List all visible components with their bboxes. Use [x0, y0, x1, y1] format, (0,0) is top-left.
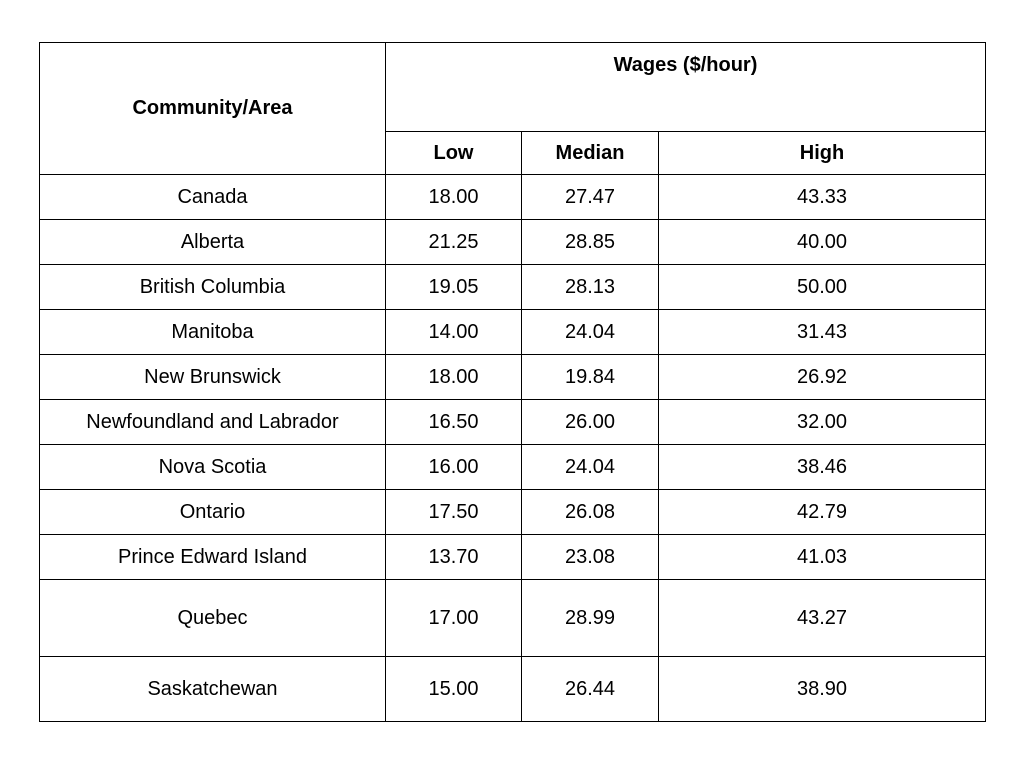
cell-area: Nova Scotia: [40, 445, 386, 490]
table-row: [40, 535, 986, 580]
header-community-area: Community/Area: [40, 43, 386, 175]
table-row: [40, 355, 986, 400]
cell-area: Canada: [40, 175, 386, 220]
cell-low: 16.50: [386, 400, 522, 445]
cell-median: 23.08: [522, 535, 659, 580]
header-wages-label: Wages ($/hour): [613, 53, 758, 76]
table-header: [40, 43, 986, 175]
cell-low: 19.05: [386, 265, 522, 310]
cell-area: Saskatchewan: [40, 657, 386, 722]
cell-low: 17.50: [386, 490, 522, 535]
cell-low: 15.00: [386, 657, 522, 722]
header-row-top: [40, 43, 986, 132]
cell-high: 41.03: [659, 535, 986, 580]
table-row: [40, 175, 986, 220]
header-high: High: [659, 132, 986, 175]
cell-area: Newfoundland and Labrador: [40, 400, 386, 445]
header-wages-group: [386, 43, 986, 132]
cell-high: 42.79: [659, 490, 986, 535]
cell-median: 24.04: [522, 310, 659, 355]
cell-area: Alberta: [40, 220, 386, 265]
cell-median: 19.84: [522, 355, 659, 400]
cell-low: 16.00: [386, 445, 522, 490]
cell-area: Prince Edward Island: [40, 535, 386, 580]
cell-median: 27.47: [522, 175, 659, 220]
wages-table: [39, 42, 986, 722]
cell-area: New Brunswick: [40, 355, 386, 400]
table-row: [40, 657, 986, 722]
cell-area: Ontario: [40, 490, 386, 535]
cell-area: Quebec: [40, 580, 386, 657]
header-median: Median: [522, 132, 659, 175]
cell-median: 26.00: [522, 400, 659, 445]
cell-median: 26.08: [522, 490, 659, 535]
cell-low: 14.00: [386, 310, 522, 355]
cell-low: 13.70: [386, 535, 522, 580]
cell-low: 18.00: [386, 175, 522, 220]
cell-median: 28.13: [522, 265, 659, 310]
cell-low: 17.00: [386, 580, 522, 657]
table-row: [40, 445, 986, 490]
table-row: [40, 580, 986, 657]
table-row: [40, 220, 986, 265]
cell-high: 26.92: [659, 355, 986, 400]
table-row: [40, 265, 986, 310]
cell-area: British Columbia: [40, 265, 386, 310]
table-row: [40, 490, 986, 535]
cell-median: 28.85: [522, 220, 659, 265]
cell-median: 26.44: [522, 657, 659, 722]
cell-high: 43.27: [659, 580, 986, 657]
table-row: [40, 310, 986, 355]
cell-high: 50.00: [659, 265, 986, 310]
cell-area: Manitoba: [40, 310, 386, 355]
cell-high: 32.00: [659, 400, 986, 445]
cell-median: 24.04: [522, 445, 659, 490]
cell-high: 43.33: [659, 175, 986, 220]
cell-high: 40.00: [659, 220, 986, 265]
cell-high: 38.90: [659, 657, 986, 722]
cell-low: 18.00: [386, 355, 522, 400]
cell-median: 28.99: [522, 580, 659, 657]
cell-high: 31.43: [659, 310, 986, 355]
table-row: [40, 400, 986, 445]
table-body: [40, 175, 986, 722]
cell-low: 21.25: [386, 220, 522, 265]
cell-high: 38.46: [659, 445, 986, 490]
header-low: Low: [386, 132, 522, 175]
